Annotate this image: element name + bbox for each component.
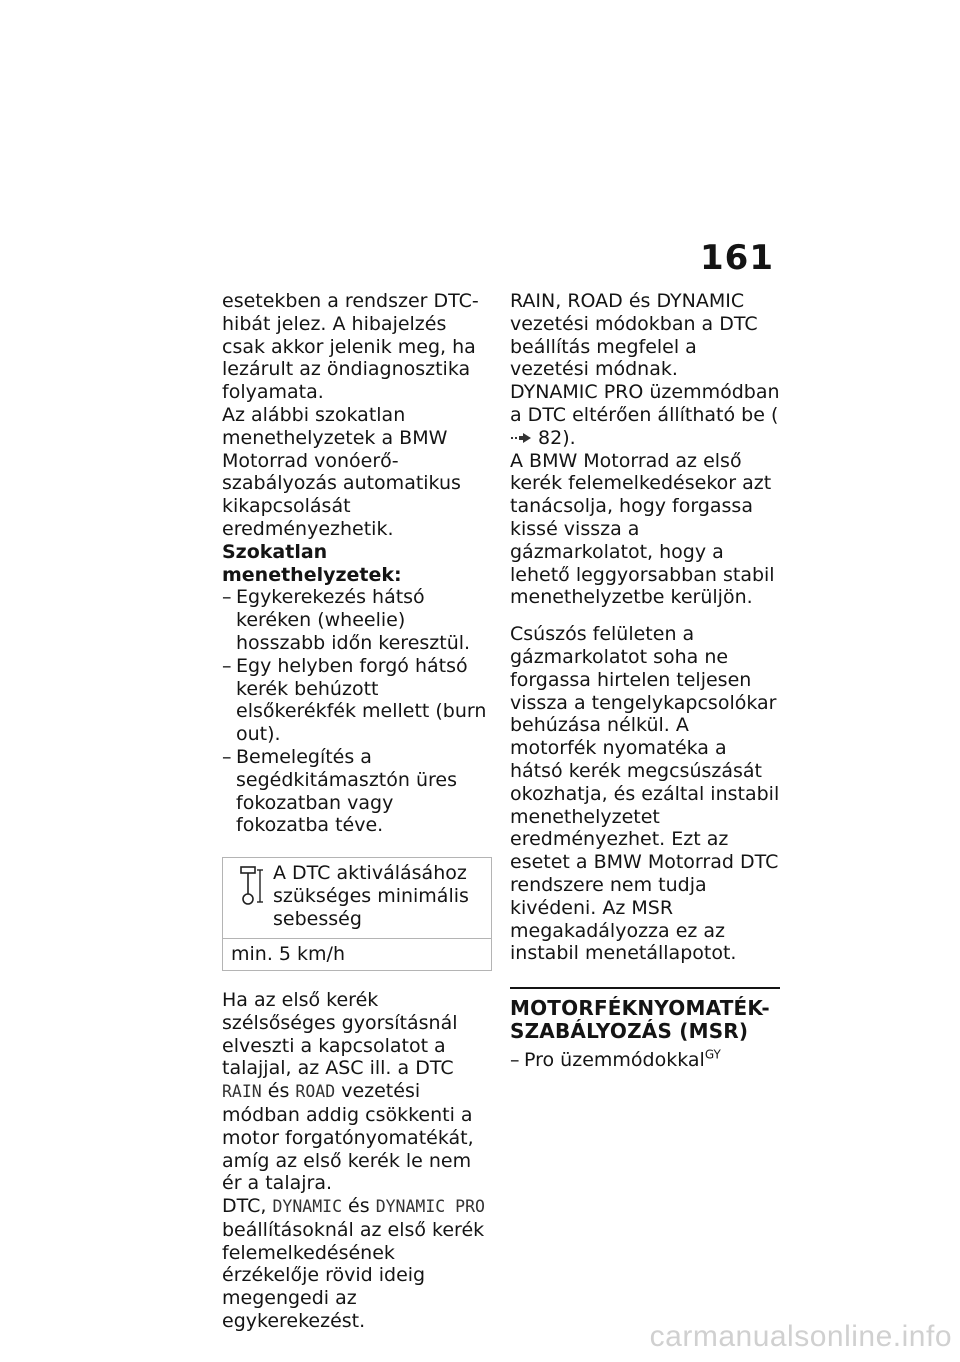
page-number: 161: [700, 238, 774, 278]
section-divider: [510, 987, 780, 989]
list-item: – Egykerekezés hátsó keréken (wheelie) hosszabb időn keresztül.: [222, 586, 492, 654]
paragraph: DYNAMIC PRO üzemmódban a DTC eltérően állítható be ( 82).: [510, 381, 780, 449]
paragraph: esetekben a rendszer DTC-hibát jelez. A hibajelzés csak akkor jelenik meg, ha lezárult az öndiagnosztika folyamata.: [222, 290, 479, 404]
spec-label: A DTC aktiválásához szükséges minimális sebesség: [273, 862, 469, 930]
speed-requirement-icon: [237, 866, 265, 906]
paragraph: Ha az első kerék szélsőséges gyorsításnál elveszti a kapcsolatot a talajjal, az ASC ill. a DTC RAIN és ROAD vezetési módban addig csökkenti a motor forgatónyomatékát, amíg az első kerék le nem ér a talajra.: [222, 988, 474, 1195]
mode-name: DYNAMIC: [272, 1197, 343, 1217]
list-item: – Bemelegítés a segédkitámasztón üres fokozatban vagy fokozatba téve.: [222, 746, 492, 837]
list-item: – Egy helyben forgó hátsó kerék behúzott elsőkerékfék mellett (burn out).: [222, 655, 492, 746]
section-subheading: Szokatlan menethelyzetek:: [222, 540, 402, 586]
mode-name: RAIN: [222, 1082, 262, 1102]
section-heading: MOTORFÉKNYOMATÉK-SZABÁLYOZÁS (MSR): [510, 996, 770, 1044]
paragraph: Az alábbi szokatlan menethelyzetek a BMW Motorrad vonóerő-szabályozás automatikus kikapcsolását eredményezhetik.: [222, 403, 461, 540]
left-column: [222, 290, 492, 1333]
paragraph: A BMW Motorrad az első kerék felemelkedésekor azt tanácsolja, hogy forgassa kissé vissza a gázmarkolatot, hogy a lehető leggyorsabban stabil menethelyzetbe kerüljön.: [510, 449, 775, 609]
page-reference[interactable]: 82: [538, 426, 563, 449]
paragraph: Csúszós felületen a gázmarkolatot soha ne forgassa hirtelen teljesen vissza a tengelykapcsolókar behúzása nélkül. A motorfék nyomatéka a hátsó kerék megcsúszását okozhatja, és ezáltal instabil menethelyzetet eredményezhet. Ezt az esetet a BMW Motorrad DTC rendszere nem tudja kivédeni. Az MSR megakadályozza ez az instabil menetállapotot.: [510, 623, 780, 965]
watermark: carmanualsonline.info: [649, 1320, 952, 1353]
mode-name: ROAD: [295, 1082, 336, 1102]
paragraph: DTC, DYNAMIC és DYNAMIC PRO beállításoknál az első kerék felemelkedésének érzékelője rövid ideig megengedi az egykerekezést.: [222, 1195, 485, 1333]
paragraph: RAIN, ROAD és DYNAMIC vezetési módokban a DTC beállítás megfelel a vezetési módnak.: [510, 290, 758, 381]
spec-value: min. 5 km/h: [223, 938, 491, 970]
country-code-superscript: GY: [704, 1047, 721, 1062]
page-reference-arrow-icon: [510, 432, 532, 444]
spec-table-header: [223, 858, 491, 938]
spec-table: [222, 857, 492, 971]
right-column: [510, 290, 780, 1072]
list-item: – Pro üzemmódokkal$^{GY}$: [510, 1049, 780, 1072]
mode-name: DYNAMIC PRO: [375, 1197, 485, 1217]
